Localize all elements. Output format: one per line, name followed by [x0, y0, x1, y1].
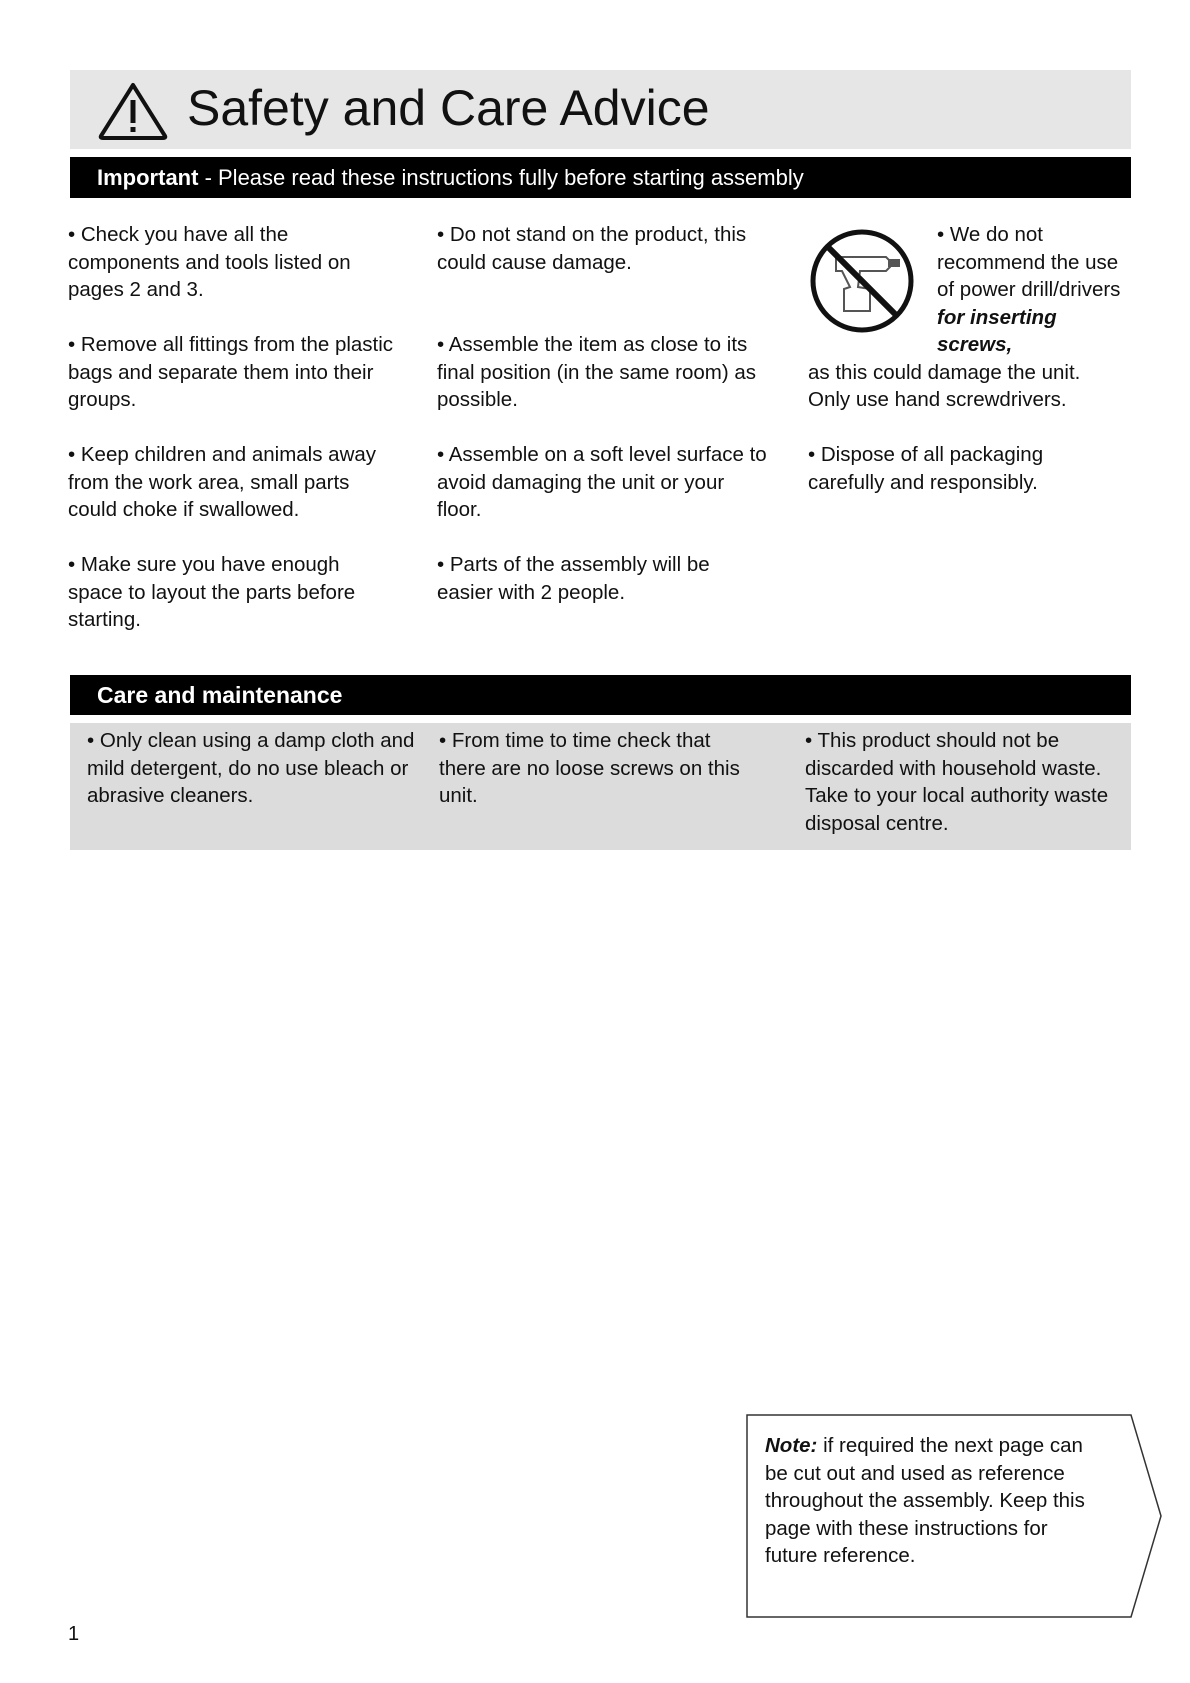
important-banner	[70, 157, 1131, 198]
care-item: • This product should not be discarded with household waste. Take to your local authority waste disposal centre.	[805, 729, 1109, 835]
warning-triangle-icon	[97, 80, 169, 142]
note-box	[746, 1414, 1164, 1618]
safety-item: • Assemble the item as close to its final position (in the same room) as possible.	[437, 333, 757, 411]
care-item: • From time to time check that there are no loose screws on this unit.	[439, 729, 740, 807]
safety-item: • Make sure you have enough space to layout the parts before starting.	[68, 553, 356, 631]
important-text: - Please read these instructions fully before starting assembly	[198, 165, 804, 190]
title-bar	[70, 70, 1131, 149]
safety-item: • Remove all fittings from the plastic bags and separate them into their groups.	[68, 333, 394, 411]
page-number: 1	[68, 1623, 80, 1645]
note-label: Note:	[765, 1434, 818, 1457]
page-title: Safety and Care Advice	[187, 80, 710, 136]
safety-item: • Dispose of all packaging carefully and responsibly.	[808, 443, 1044, 494]
care-item: • Only clean using a damp cloth and mild detergent, do no use bleach or abrasive cleaners.	[87, 729, 415, 807]
safety-item: • Parts of the assembly will be easier with 2 people.	[437, 553, 710, 604]
care-banner: Care and maintenance	[70, 675, 1131, 715]
safety-item: • Check you have all the components and tools listed on pages 2 and 3.	[68, 223, 351, 301]
safety-item: • Do not stand on the product, this could cause damage.	[437, 223, 747, 274]
note-text: if required the next page can be cut out and used as reference throughout the assembly. Keep this page with these instructions for future reference.	[765, 1434, 1085, 1567]
important-label: Important	[97, 165, 199, 190]
safety-item: • Assemble on a soft level surface to avoid damaging the unit or your floor.	[437, 443, 767, 521]
safety-item: • Keep children and animals away from the work area, small parts could choke if swallowed.	[68, 443, 377, 521]
drill-warning: • We do not recommend the use of power drill/drivers for inserting screws, as this could damage the unit. Only use hand screwdrivers.	[808, 223, 1121, 411]
